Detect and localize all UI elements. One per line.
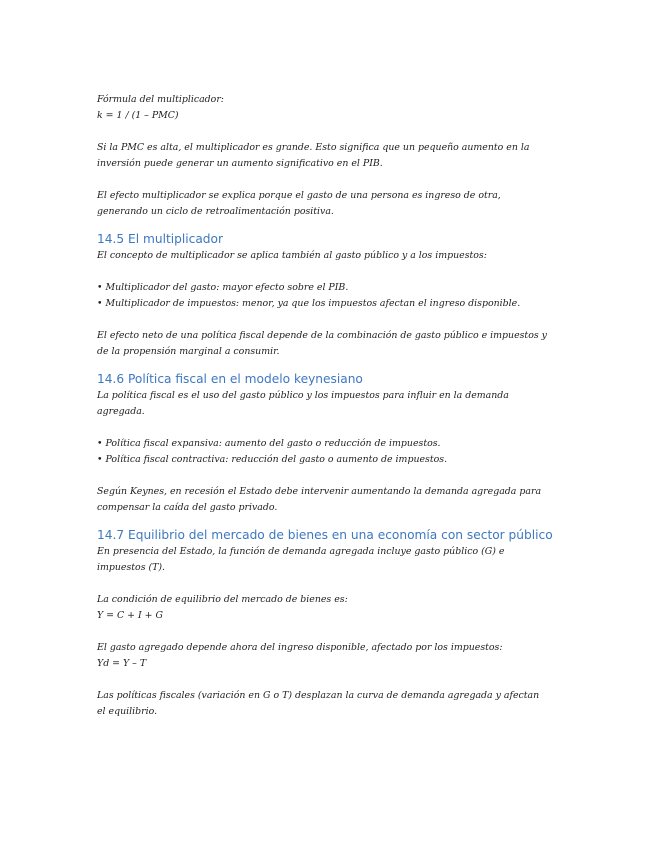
effect-line-2: generando un ciclo de retroalimentación positiva. xyxy=(97,206,334,217)
intro-line-1: En presencia del Estado, la función de demanda agregada incluye gasto público (G) e xyxy=(97,546,505,557)
pmc-line-2: inversión puede generar un aumento significativo en el PIB. xyxy=(97,158,383,169)
net-line-2: de la propensión marginal a consumir. xyxy=(97,346,280,357)
s146-keynes xyxy=(97,484,567,516)
s146-definition xyxy=(97,388,567,420)
s146-bullets xyxy=(97,436,567,468)
list-item: • Multiplicador de impuestos: menor, ya que los impuestos afectan el ingreso disponible. xyxy=(97,298,521,309)
formula-label: Fórmula del multiplicador: xyxy=(97,94,224,105)
list-item: • Multiplicador del gasto: mayor efecto sobre el PIB. xyxy=(97,282,349,293)
formula: k = 1 / (1 – PMC) xyxy=(97,110,179,121)
condition-label: La condición de equilibrio del mercado de bienes es: xyxy=(97,594,348,605)
yd-formula: Yd = Y – T xyxy=(97,658,147,669)
keynes-line-1: Según Keynes, en recesión el Estado debe intervenir aumentando la demanda agregada para xyxy=(97,486,542,497)
section-heading-14-7: 14.7 Equilibrio del mercado de bienes en una economía con sector público xyxy=(97,528,553,542)
intro-line-2: impuestos (T). xyxy=(97,562,166,573)
multiplier-formula-block xyxy=(97,92,567,124)
def-line-2: agregada. xyxy=(97,406,145,417)
policy-line-1: Las políticas fiscales (variación en G o T) desplazan la curva de demanda agregada y afectan xyxy=(97,690,540,701)
s145-intro: El concepto de multiplicador se aplica también al gasto público y a los impuestos: xyxy=(97,250,487,261)
list-item: • Política fiscal contractiva: reducción del gasto o aumento de impuestos. xyxy=(97,454,448,465)
s147-policies xyxy=(97,688,567,720)
pmc-paragraph xyxy=(97,140,567,172)
effect-paragraph xyxy=(97,188,567,220)
s147-disposable-income xyxy=(97,640,567,672)
keynes-line-2: compensar la caída del gasto privado. xyxy=(97,502,278,513)
net-line-1: El efecto neto de una política fiscal depende de la combinación de gasto público e impuestos y xyxy=(97,330,547,341)
s145-net-effect xyxy=(97,328,567,360)
section-heading-14-5: 14.5 El multiplicador xyxy=(97,232,223,246)
document-page xyxy=(97,92,567,720)
policy-line-2: el equilibrio. xyxy=(97,706,158,717)
s147-condition xyxy=(97,592,567,624)
def-line-1: La política fiscal es el uso del gasto público y los impuestos para influir en la demanda xyxy=(97,390,509,401)
yd-label: El gasto agregado depende ahora del ingreso disponible, afectado por los impuestos: xyxy=(97,642,503,653)
section-heading-14-6: 14.6 Política fiscal en el modelo keynesiano xyxy=(97,372,363,386)
s147-intro xyxy=(97,544,567,576)
s145-bullets xyxy=(97,280,567,312)
condition-formula: Y = C + I + G xyxy=(97,610,164,621)
effect-line-1: El efecto multiplicador se explica porque el gasto de una persona es ingreso de otra, xyxy=(97,190,501,201)
pmc-line-1: Si la PMC es alta, el multiplicador es grande. Esto significa que un pequeño aumento en la xyxy=(97,142,530,153)
list-item: • Política fiscal expansiva: aumento del gasto o reducción de impuestos. xyxy=(97,438,441,449)
